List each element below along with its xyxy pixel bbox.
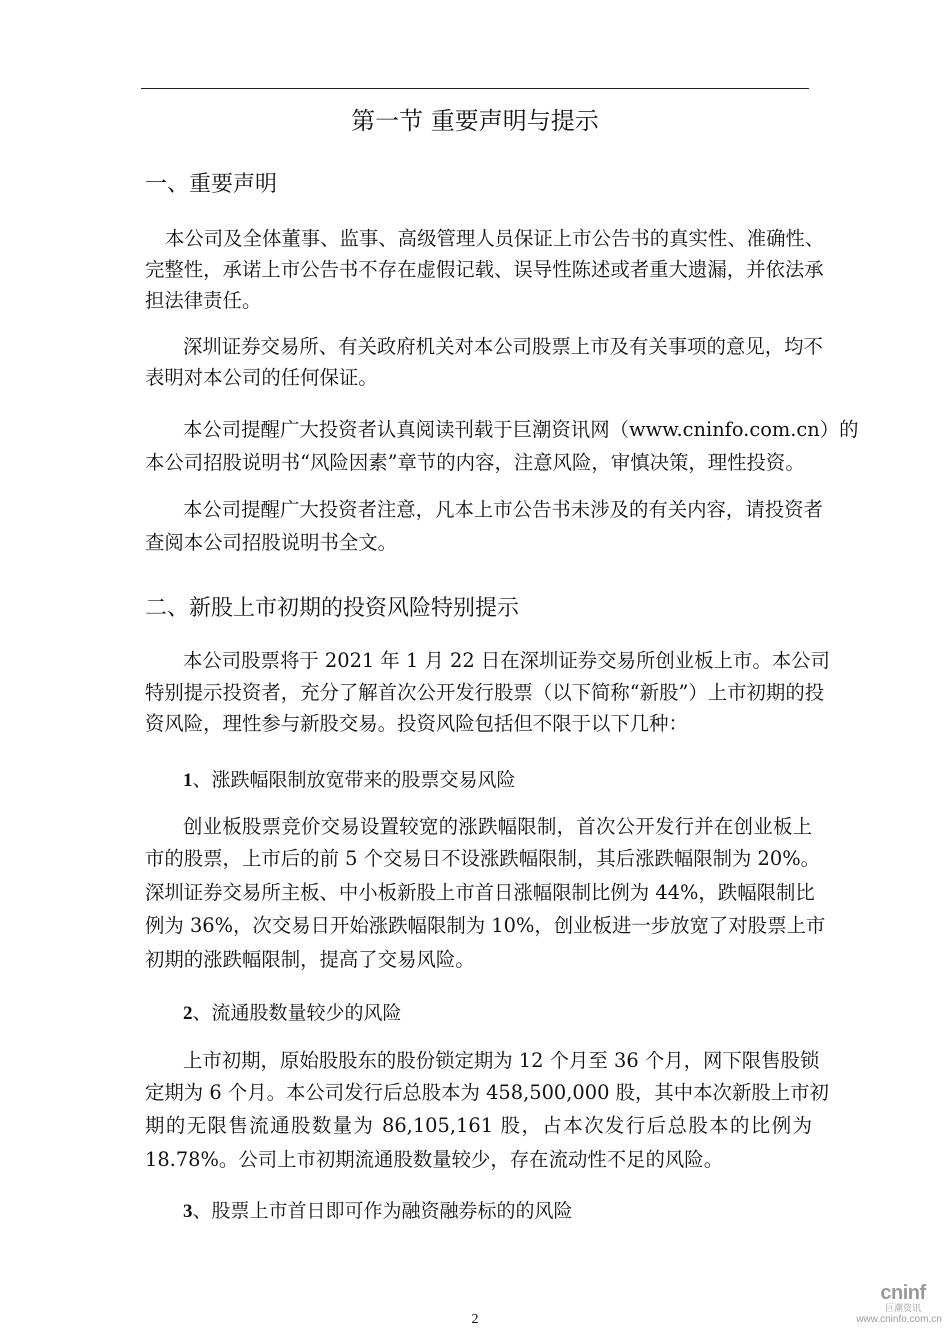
paragraph-line: 担法律责任。 [145, 289, 262, 312]
paragraph-line: 完整性，承诺上市公告书不存在虚假记载、误导性陈述或者重大遗漏，并依法承 [145, 258, 824, 281]
paragraph-line: 深圳证券交易所主板、中小板新股上市首日涨幅限制比例为 44%，跌幅限制比 [145, 881, 815, 904]
risk-number: 2 [183, 1003, 193, 1024]
risk-subheading-2 [183, 998, 402, 1025]
paragraph-line: 18.78%。公司上市初期流通股数量较少，存在流动性不足的风险。 [145, 1148, 724, 1171]
paragraph-line: 本公司提醒广大投资者认真阅读刊载于巨潮资讯网（www.cninfo.com.cn）的 [183, 418, 859, 441]
paragraph-line: 本公司及全体董事、监事、高级管理人员保证上市公告书的真实性、准确性、 [165, 227, 825, 250]
risk-label: 、涨跌幅限制放宽带来的股票交易风险 [192, 769, 516, 791]
heading-important-statement: 一、重要声明 [145, 172, 278, 197]
risk-label: 、流通股数量较少的风险 [192, 1002, 402, 1024]
heading-new-stock-risk: 二、新股上市初期的投资风险特别提示 [145, 596, 520, 621]
paragraph-line: 市的股票，上市后的前 5 个交易日不设涨跌幅限制，其后涨跌幅限制为 20%。 [145, 847, 821, 870]
paragraph-line: 定期为 6 个月。本公司发行后总股本为 458,500,000 股，其中本次新股上市初 [145, 1081, 829, 1104]
page-number: 2 [471, 1312, 479, 1327]
cninfo-watermark-logo [856, 1282, 946, 1326]
header-rule [141, 88, 809, 89]
paragraph-line: 上市初期，原始股股东的股份锁定期为 12 个月至 36 个月，网下限售股锁 [183, 1049, 820, 1072]
paragraph-line: 表明对本公司的任何保证。 [145, 366, 378, 389]
paragraph-line: 创业板股票竞价交易设置较宽的涨跌幅限制，首次公开发行并在创业板上 [183, 815, 812, 838]
watermark-url: www.cninfo.com.cn [856, 1314, 942, 1325]
paragraph-line: 查阅本公司招股说明书全文。 [145, 531, 398, 554]
paragraph-line: 资风险，理性参与新股交易。投资风险包括但不限于以下几种： [145, 712, 688, 735]
paragraph-line: 特别提示投资者，充分了解首次公开发行股票（以下简称“新股”）上市初期的投 [145, 681, 825, 704]
risk-number: 3 [183, 1201, 193, 1222]
risk-number: 1 [183, 770, 193, 791]
risk-label: 、股票上市首日即可作为融资融券标的的风险 [192, 1200, 573, 1222]
paragraph-line: 本公司提醒广大投资者注意，凡本上市公告书未涉及的有关内容，请投资者 [183, 498, 823, 521]
risk-subheading-1 [183, 765, 516, 792]
paragraph-line: 深圳证券交易所、有关政府机关对本公司股票上市及有关事项的意见，均不 [183, 335, 823, 358]
paragraph-line: 期的无限售流通股数量为 86,105,161 股，占本次发行后总股本的比例为 [145, 1114, 812, 1137]
watermark-brand: cninf [880, 1282, 926, 1304]
watermark-cn: 巨潮资讯 [884, 1303, 921, 1313]
paragraph-line: 本公司招股说明书“风险因素”章节的内容，注意风险，审慎决策，理性投资。 [145, 451, 805, 474]
risk-subheading-3 [183, 1196, 573, 1223]
section-title: 第一节 重要声明与提示 [351, 107, 599, 135]
paragraph-line: 例为 36%，次交易日开始涨跌幅限制为 10%，创业板进一步放宽了对股票上市 [145, 914, 826, 937]
paragraph-line: 本公司股票将于 2021 年 1 月 22 日在深圳证券交易所创业板上市。本公司 [183, 649, 830, 672]
paragraph-line: 初期的涨跌幅限制，提高了交易风险。 [145, 948, 475, 971]
